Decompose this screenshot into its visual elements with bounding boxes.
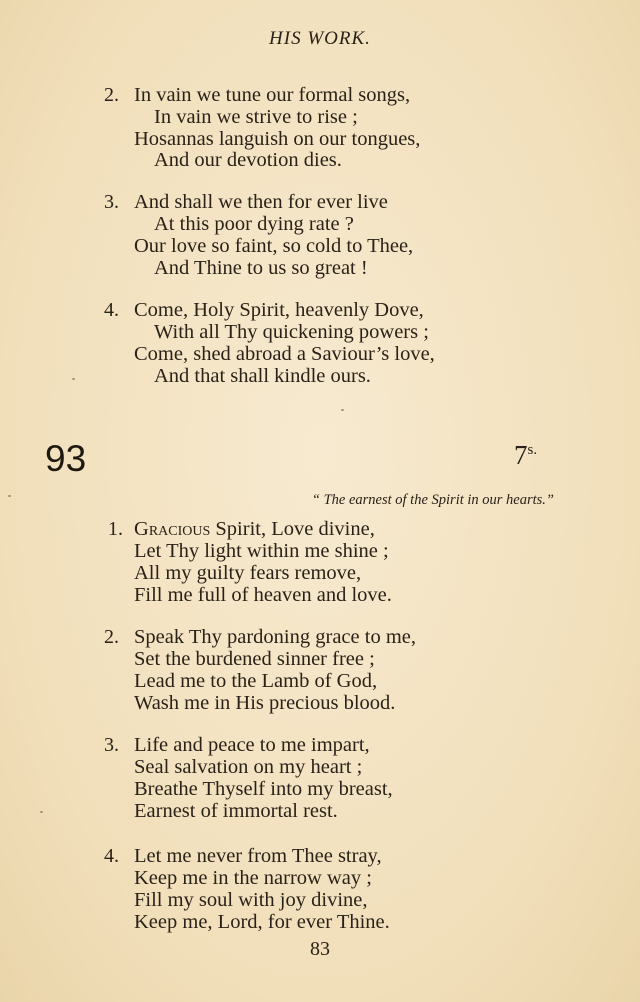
hymn-epigraph: “ The earnest of the Spirit in our hearts.” xyxy=(311,492,554,508)
verse-line: And Thine to us so great ! xyxy=(154,257,368,279)
verse-number: 4. xyxy=(104,299,119,321)
verse-number: 2. xyxy=(104,84,119,106)
verse-number: 4. xyxy=(104,845,119,867)
hymn-meter xyxy=(514,440,537,471)
verse-line: And that shall kindle ours. xyxy=(154,365,371,387)
verse-line: And our devotion dies. xyxy=(154,149,342,171)
paper-speck xyxy=(341,409,344,411)
verse-line: At this poor dying rate ? xyxy=(154,213,354,235)
drop-cap: G xyxy=(134,518,149,540)
verse-line: Our love so faint, so cold to Thee, xyxy=(134,235,414,257)
small-caps-word: racious xyxy=(148,518,211,540)
verse-line: Breathe Thyself into my breast, xyxy=(134,778,393,800)
verse-line: Let Thy light within me shine ; xyxy=(134,540,389,562)
verse-line: Life and peace to me impart, xyxy=(134,734,370,756)
paper-speck xyxy=(40,811,43,813)
verse-number: 2. xyxy=(104,626,119,648)
verse-line: In vain we strive to rise ; xyxy=(154,106,358,128)
verse-line: Fill me full of heaven and love. xyxy=(134,584,392,606)
verse-line: Keep me, Lord, for ever Thine. xyxy=(134,911,390,933)
verse-line: Spirit, Love divine, xyxy=(210,518,375,540)
verse-line: In vain we tune our formal songs, xyxy=(134,84,411,106)
verse-line: Hosannas languish on our tongues, xyxy=(134,128,421,150)
verse-line: Come, Holy Spirit, heavenly Dove, xyxy=(134,299,424,321)
verse-line: Lead me to the Lamb of God, xyxy=(134,670,378,692)
verse-line: Earnest of immortal rest. xyxy=(134,800,338,822)
paper-speck xyxy=(72,378,75,380)
verse-line: Wash me in His precious blood. xyxy=(134,692,396,714)
meter-suffix: s. xyxy=(527,442,538,458)
verse-line: All my guilty fears remove, xyxy=(134,562,362,584)
verse-line: Come, shed abroad a Saviour’s love, xyxy=(134,343,435,365)
meter-value: 7 xyxy=(514,440,528,470)
verse-line: With all Thy quickening powers ; xyxy=(154,321,429,343)
verse-line: Fill my soul with joy divine, xyxy=(134,889,368,911)
hymn-number: 93 xyxy=(45,438,87,479)
verse-line: And shall we then for ever live xyxy=(134,191,388,213)
running-head: HIS WORK. xyxy=(269,28,371,49)
verse-line: Seal salvation on my heart ; xyxy=(134,756,363,778)
verse-line: Keep me in the narrow way ; xyxy=(134,867,372,889)
verse-number: 3. xyxy=(104,734,119,756)
verse-line: Speak Thy pardoning grace to me, xyxy=(134,626,416,648)
page-number: 83 xyxy=(310,938,330,960)
verse-line: Set the burdened sinner free ; xyxy=(134,648,375,670)
verse-number: 1. xyxy=(108,518,123,540)
verse-first-line xyxy=(134,519,375,540)
paper-speck xyxy=(8,495,11,497)
verse-number: 3. xyxy=(104,191,119,213)
verse-line: Let me never from Thee stray, xyxy=(134,845,382,867)
